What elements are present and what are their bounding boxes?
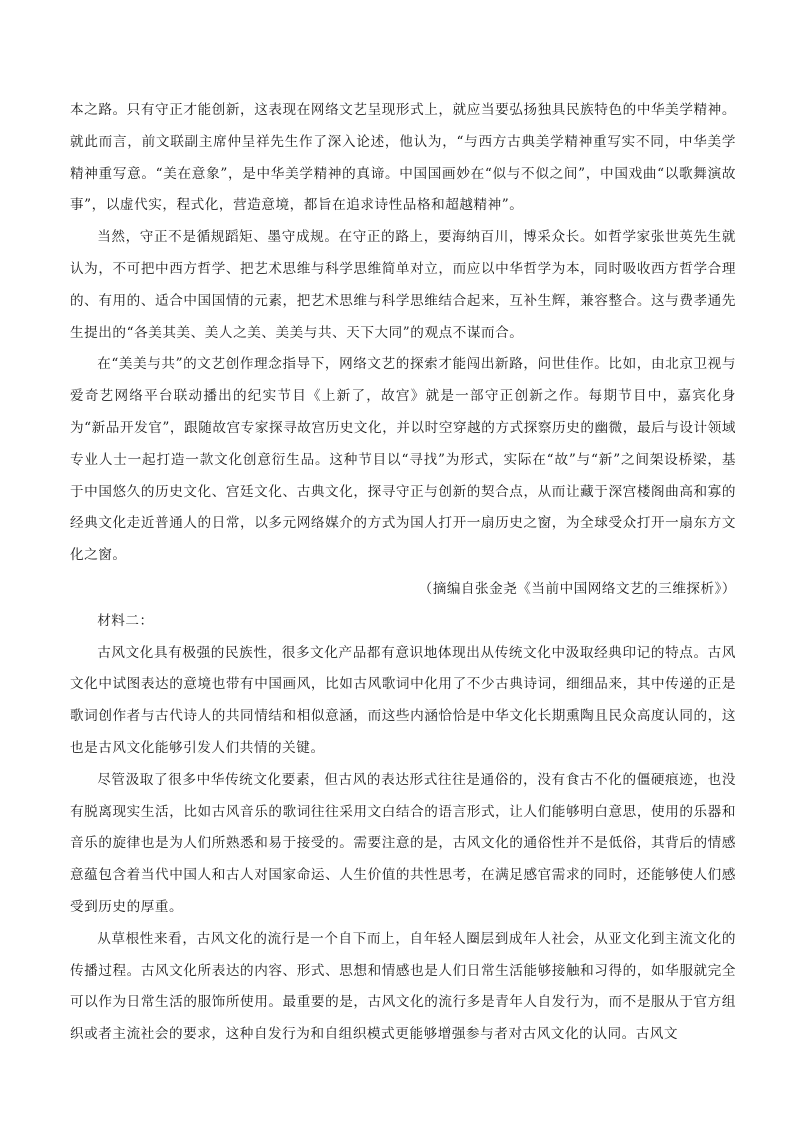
paragraph-meimeiyugong: 在“美美与共”的文艺创作理念指导下，网络文艺的探索才能闯出新路，问世佳作。比如，由北京卫视与爱奇艺网络平台联动播出的纪实节目《上新了，故宫》就是一部守正创新之作。每期节目中，嘉宾化身为“新品开发官”，跟随故宫专家探寻故宫历史文化，并以时空穿越的方式探察历史的幽微，最后与设计领域专业人士一起打造一款文化创意衍生品。这种节目以“寻找”为形式，实际在“故”与“新”之间架设桥梁，基于中国悠久的历史文化、宫廷文化、古典文化，探寻守正与创新的契合点，从而让藏于深宫楼阁曲高和寡的经典文化走近普通人的日常，以多元网络媒介的方式为国人打开一扇历史之窗，为全球受众打开一扇东方文化之窗。 [70, 356, 736, 564]
paragraph-shouzheng: 当然，守正不是循规蹈矩、墨守成规。在守正的路上，要海纳百川，博采众长。如哲学家张世英先生就认为，不可把中西方哲学、把艺术思维与科学思维简单对立，而应以中华哲学为本，同时吸收西方哲学合理的、有用的、适合中国国情的元素，把艺术思维与科学思维结合起来，互补生辉，兼容整合。这与费孝通先生提出的“各美其美、美人之美、美美与共、天下大同”的观点不谋而合。 [70, 229, 736, 341]
paragraph-tongsu: 尽管汲取了很多中华传统文化要素，但古风的表达形式往往是通俗的，没有食古不化的僵硬痕迹，也没有脱离现实生活，比如古风音乐的歌词往往采用文白结合的语言形式，让人们能够明白意思，使用的乐器和音乐的旋律也是为人们所熟悉和易于接受的。需要注意的是，古风文化的通俗性并不是低俗，其背后的情感意蕴包含着当代中国人和古人对国家命运、人生价值的共性思考，在满足感官需求的同时，还能够使人们感受到历史的厚重。 [70, 771, 736, 915]
source-citation: （摘编自张金尧《当前中国网络文艺的三维探析》） [418, 580, 736, 597]
paragraph-minzuxing: 古风文化具有极强的民族性，很多文化产品都有意识地体现出从传统文化中汲取经典印记的特点。古风文化中试图表达的意境也带有中国画风，比如古风歌词中化用了不少古典诗词，细细品来，其中传递的正是歌词创作者与古代诗人的共同情结和相似意涵，而这些内涵恰恰是中华文化长期熏陶且民众高度认同的，这也是古风文化能够引发人们共情的关键。 [70, 644, 736, 756]
paragraph-caogenxing: 从草根性来看，古风文化的流行是一个自下而上，自年轻人圈层到成年人社会，从亚文化到主流文化的传播过程。古风文化所表达的内容、形式、思想和情感也是人们日常生活能够接触和习得的，如华服就完全可以作为日常生活的服饰所使用。最重要的是，古风文化的流行多是青年人自发行为，而不是服从于官方组织或者主流社会的要求，这种自发行为和自组织模式更能够增强参与者对古风文化的认同。古风文 [70, 930, 736, 1043]
document-page [70, 95, 736, 1051]
material-two-heading: 材料二： [97, 612, 154, 629]
paragraph-continuation: 本之路。只有守正才能创新，这表现在网络文艺呈现形式上，就应当要弘扬独具民族特色的中华美学精神。就此而言，前文联副主席仲呈祥先生作了深入论述，他认为，“与西方古典美学精神重写实不同，中华美学精神重写意。“美在意象”，是中华美学精神的真谛。中国国画妙在“似与不似之间”，中国戏曲“以歌舞演故事”，以虚代实，程式化，营造意境，都旨在追求诗性品格和超越精神”。 [70, 102, 736, 214]
